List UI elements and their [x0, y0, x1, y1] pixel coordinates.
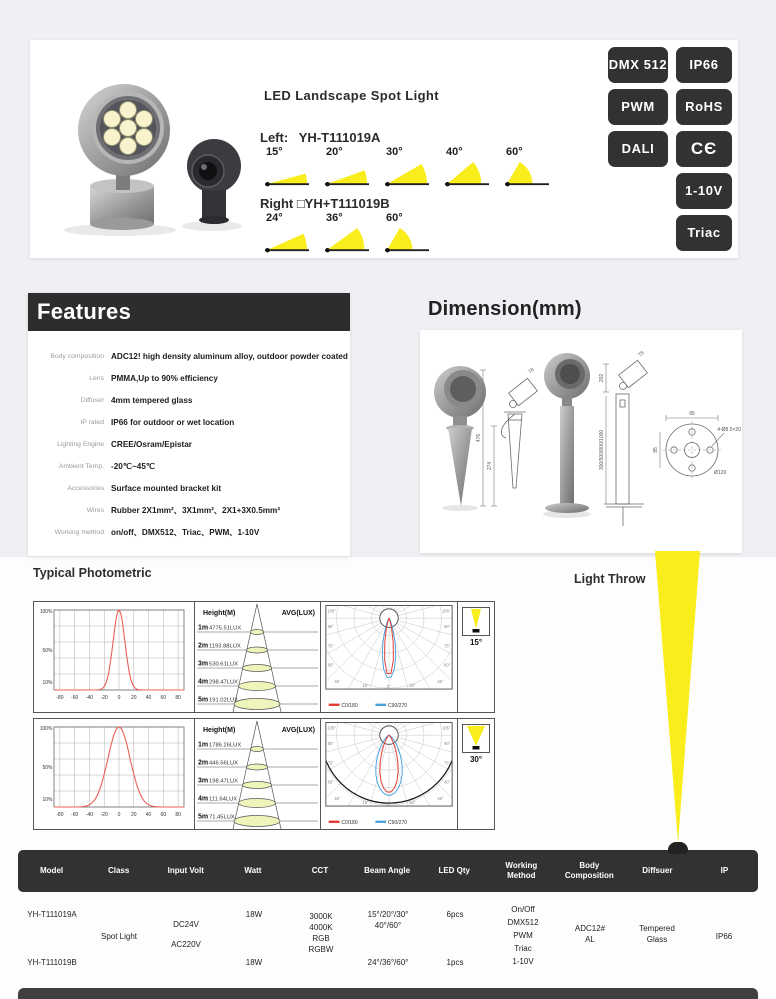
svg-text:5m: 5m: [198, 696, 209, 704]
svg-text:-60: -60: [71, 695, 79, 701]
light-throw-fixture: [668, 842, 688, 854]
beam-angle-60: 60°: [504, 146, 560, 190]
col-input-volt: Input Volt: [167, 866, 204, 876]
svg-text:105°: 105°: [327, 725, 336, 731]
beam-wedge-icon: [444, 158, 492, 188]
svg-text:298.47LUX: 298.47LUX: [209, 679, 239, 686]
badge-1-10v: 1-10V: [676, 173, 732, 209]
svg-text:4-Ø8.5×20: 4-Ø8.5×20: [717, 427, 741, 433]
dimension-drawing: [420, 330, 742, 553]
col-model: Model: [40, 866, 64, 876]
beam-wedge-icon: [384, 158, 432, 188]
svg-text:60: 60: [160, 812, 167, 818]
svg-text:15°: 15°: [362, 683, 369, 689]
svg-text:60°: 60°: [444, 662, 451, 668]
cell-ip: IP66: [715, 932, 733, 941]
features-header: [28, 293, 350, 331]
cell-diffuser-2: Glass: [646, 935, 668, 944]
col-working-method: Working Method: [505, 861, 538, 880]
features-title: Features: [37, 299, 132, 324]
bollard-line-drawing: [599, 350, 647, 526]
bottom-bar: [18, 988, 758, 999]
badge-dmx512: DMX 512: [608, 47, 668, 83]
svg-text:15°: 15°: [409, 683, 416, 689]
photometric-title: Typical Photometric: [33, 566, 152, 580]
svg-text:-20: -20: [100, 812, 108, 818]
svg-text:Ø120: Ø120: [714, 470, 727, 476]
svg-text:1m: 1m: [198, 741, 209, 749]
cell-working-2: DMX512: [507, 918, 539, 927]
svg-text:75°: 75°: [444, 760, 451, 766]
svg-text:10%: 10%: [42, 797, 53, 803]
svg-text:100%: 100%: [39, 726, 53, 732]
beam-angle-row-right: [260, 212, 560, 256]
svg-text:60°: 60°: [327, 662, 334, 668]
beam-wedge-icon: [264, 224, 312, 254]
beam-angle-40: 40°: [444, 146, 500, 190]
cell-cct-2: 4000K: [309, 923, 333, 932]
cell-class: Spot Light: [100, 932, 138, 941]
svg-text:0: 0: [117, 812, 121, 818]
svg-text:4775.51LUX: 4775.51LUX: [209, 625, 242, 632]
beam-angle-icon-cell: 15°: [458, 602, 494, 712]
lux-cone-chart: [195, 719, 321, 829]
col-beam-angle: Beam Angle: [364, 866, 411, 876]
badge-ip66: IP66: [676, 47, 732, 83]
product-photo: [42, 68, 262, 248]
beam-icon-15: [462, 607, 490, 636]
feature-row-working-method: Working method on/off、DMX512、Triac、PWM、1-10V: [54, 527, 260, 537]
col-class: Class: [107, 866, 130, 876]
svg-text:50%: 50%: [42, 765, 53, 771]
svg-text:-40: -40: [85, 695, 94, 701]
svg-text:45°: 45°: [334, 796, 341, 802]
feature-row-ambient-temp: Ambient Temp. -20℃~45℃: [58, 462, 156, 471]
svg-text:60°: 60°: [327, 779, 334, 785]
col-cct: CCT: [311, 866, 329, 876]
cell-beam-a2: 40°/60°: [374, 921, 402, 930]
beam-wedge-icon: [384, 224, 432, 254]
svg-text:198.47LUX: 198.47LUX: [209, 778, 239, 785]
svg-text:0°: 0°: [387, 801, 391, 807]
feature-row-lens: Lens PMMA,Up to 90% efficiency: [89, 373, 218, 383]
badge-triac: Triac: [676, 215, 732, 251]
badge-dali: DALI: [608, 131, 668, 167]
beam-wedge-icon: [324, 224, 372, 254]
svg-text:300/500/800/1000: 300/500/800/1000: [599, 429, 605, 471]
svg-text:274: 274: [487, 461, 493, 471]
cell-body-1: ADC12#: [574, 924, 606, 933]
svg-text:90°: 90°: [444, 623, 451, 629]
photometric-row-30: [33, 718, 495, 830]
cell-working-4: Triac: [514, 944, 532, 953]
model-left-label: Left: YH-T111019A: [260, 130, 381, 145]
beam-angle-icon-cell: 30°: [458, 719, 494, 829]
cell-body-2: AL: [585, 935, 595, 944]
svg-text:90°: 90°: [327, 740, 334, 746]
badge-pwm: PWM: [608, 89, 668, 125]
cell-working-1: On/Off: [511, 905, 535, 914]
beam-wedge-icon: [504, 158, 552, 188]
svg-text:40: 40: [145, 812, 152, 818]
svg-text:50%: 50%: [42, 648, 53, 654]
svg-text:AVG(LUX): AVG(LUX): [281, 727, 315, 734]
col-diffuser: Diffsuer: [642, 866, 673, 876]
feature-row-accessories: Accessories Surface mounted bracket kit: [67, 483, 222, 493]
svg-text:78: 78: [527, 367, 536, 376]
light-throw-label: Light Throw: [574, 572, 646, 586]
spec-table-body: [18, 892, 758, 988]
svg-text:75°: 75°: [444, 643, 451, 649]
cell-volt-dc: DC24V: [173, 920, 199, 929]
svg-text:90°: 90°: [444, 740, 451, 746]
cell-working-3: PWM: [513, 931, 533, 940]
svg-text:15°: 15°: [362, 800, 369, 806]
cell-model-a: YH-T111019A: [27, 910, 77, 919]
svg-text:2m: 2m: [198, 642, 209, 650]
svg-text:71.45LUX: 71.45LUX: [209, 814, 235, 821]
svg-text:78: 78: [637, 350, 646, 359]
svg-text:75°: 75°: [327, 760, 334, 766]
polar-distribution-chart: [321, 602, 458, 712]
svg-text:95: 95: [689, 411, 695, 417]
svg-text:105°: 105°: [327, 608, 336, 614]
svg-text:476: 476: [476, 433, 482, 443]
svg-text:40: 40: [145, 695, 152, 701]
bollard-fixture-photo: [543, 353, 591, 518]
svg-text:Height(M): Height(M): [203, 610, 236, 617]
feature-row-ip-rated: IP rated IP66 for outdoor or wet location: [80, 417, 235, 427]
svg-text:202: 202: [599, 373, 605, 383]
svg-text:45°: 45°: [334, 679, 341, 685]
svg-text:-60: -60: [71, 812, 79, 818]
cell-beam-b: 24°/36°/60°: [367, 958, 409, 967]
svg-text:530.61LUX: 530.61LUX: [209, 661, 239, 668]
svg-text:-80: -80: [56, 812, 64, 818]
svg-text:15°: 15°: [409, 800, 416, 806]
svg-text:111.64LUX: 111.64LUX: [209, 796, 238, 803]
beam-angle-36: 36°: [324, 212, 380, 256]
lux-cone-chart: [195, 602, 321, 712]
polar-distribution-chart: [321, 719, 458, 829]
svg-text:80: 80: [175, 695, 181, 701]
cell-cct-1: 3000K: [309, 912, 333, 921]
svg-text:AVG(LUX): AVG(LUX): [281, 610, 315, 617]
col-watt: Watt: [244, 866, 262, 876]
svg-text:C90/270: C90/270: [388, 703, 408, 710]
beam-angle-15: 15°: [264, 146, 320, 190]
svg-text:2m: 2m: [198, 759, 209, 767]
svg-text:45°: 45°: [437, 679, 444, 685]
svg-text:C90/270: C90/270: [388, 820, 408, 827]
features-list: [28, 345, 350, 543]
intensity-curve-chart: [34, 719, 195, 829]
badge-ce: CЄ: [676, 131, 732, 167]
intensity-curve-chart: [34, 602, 195, 712]
svg-text:-80: -80: [56, 695, 64, 701]
beam-icon-30: [462, 724, 490, 753]
col-body-composition: Body Composition: [564, 861, 614, 880]
beam-wedge-icon: [324, 158, 372, 188]
svg-text:-20: -20: [100, 695, 108, 701]
svg-text:45°: 45°: [437, 796, 444, 802]
cell-watt-b: 18W: [245, 958, 263, 967]
svg-text:1m: 1m: [198, 624, 209, 632]
cell-volt-ac: AC220V: [171, 940, 201, 949]
beam-angle-20: 20°: [324, 146, 380, 190]
feature-row-lighting-engine: Lighting Engine CREE/Osram/Epistar: [57, 439, 192, 449]
dimension-panel: [420, 330, 742, 553]
svg-text:105°: 105°: [442, 608, 451, 614]
light-throw-beam: [648, 551, 708, 847]
svg-text:3m: 3m: [198, 660, 209, 668]
svg-text:C0/180: C0/180: [341, 820, 358, 827]
col-led-qty: LED Qty: [438, 866, 470, 876]
features-panel: [28, 293, 350, 556]
svg-text:60: 60: [160, 695, 167, 701]
svg-text:90°: 90°: [327, 623, 334, 629]
svg-text:20: 20: [130, 812, 137, 818]
svg-text:191.02LUX: 191.02LUX: [209, 697, 239, 704]
svg-text:80: 80: [175, 812, 181, 818]
model-right-label: Right □YH+T111019B: [260, 196, 390, 211]
photometric-row-15: [33, 601, 495, 713]
feature-row-diffuser: Diffuser 4mm tempered glass: [80, 395, 193, 405]
cell-cct-3: RGB: [312, 934, 330, 943]
cell-qty-b: 1pcs: [446, 958, 464, 967]
product-card: [30, 40, 738, 258]
svg-text:95: 95: [653, 447, 659, 453]
svg-text:C0/180: C0/180: [341, 703, 358, 710]
flange-drawing: [653, 411, 741, 479]
svg-text:-40: -40: [85, 812, 94, 818]
svg-text:1193.88LUX: 1193.88LUX: [209, 643, 241, 650]
svg-text:3m: 3m: [198, 777, 209, 785]
svg-text:5m: 5m: [198, 813, 209, 821]
svg-text:4m: 4m: [198, 795, 209, 803]
beam-angle-24: 24°: [264, 212, 320, 256]
beam-wedge-icon: [264, 158, 312, 188]
svg-text:1786.26LUX: 1786.26LUX: [209, 742, 242, 749]
feature-row-wires: Wires Rubber 2X1mm²、3X1mm²、2X1+3X0.5mm²: [86, 505, 281, 515]
cell-qty-a: 6pcs: [446, 910, 464, 919]
svg-text:4m: 4m: [198, 678, 209, 686]
svg-text:100%: 100%: [39, 609, 53, 615]
svg-text:Height(M): Height(M): [203, 727, 236, 734]
cell-model-b: YH-T111019B: [27, 958, 77, 967]
svg-text:75°: 75°: [327, 643, 334, 649]
beam-angle-30: 30°: [384, 146, 440, 190]
svg-text:446.56LUX: 446.56LUX: [209, 760, 239, 767]
dimension-title: Dimension(mm): [428, 298, 582, 320]
beam-angle-60b: 60°: [384, 212, 440, 256]
cell-watt-a: 18W: [245, 910, 263, 919]
feature-row-body-composition: Body composition ADC12! high density aluminum alloy, outdoor powder coated: [50, 351, 348, 361]
cell-cct-4: RGBW: [308, 945, 334, 954]
badge-rohs: RoHS: [676, 89, 732, 125]
svg-text:10%: 10%: [42, 680, 53, 686]
svg-text:0: 0: [117, 695, 121, 701]
cell-beam-a1: 15°/20°/30°: [367, 910, 409, 919]
spec-table-header: [18, 850, 758, 892]
svg-text:105°: 105°: [442, 725, 451, 731]
svg-text:60°: 60°: [444, 779, 451, 785]
cell-working-5: 1-10V: [512, 957, 534, 966]
svg-text:0°: 0°: [387, 684, 391, 690]
cell-diffuser-1: Tempered: [639, 924, 675, 933]
svg-text:20: 20: [130, 695, 137, 701]
col-ip: IP: [720, 866, 729, 876]
page-title: LED Landscape Spot Light: [264, 88, 439, 103]
